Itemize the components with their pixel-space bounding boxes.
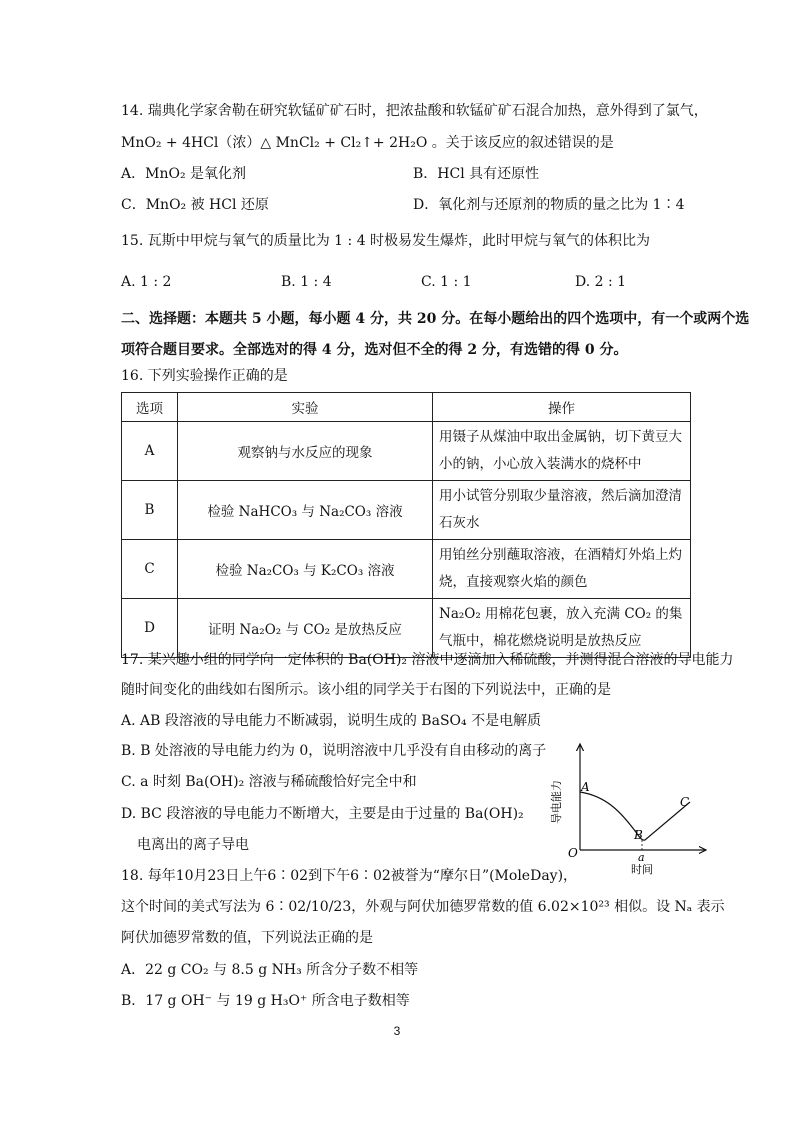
q18-stem-line3: 阿伏加德罗常数的值，下列说法正确的是 — [121, 930, 373, 946]
q18-option-b: B．17 g OH⁻ 与 19 g H₃O⁺ 所含电子数相等 — [121, 993, 410, 1009]
header-experiment: 实验 — [178, 393, 433, 422]
row-experiment: 观察钠与水反应的现象 — [178, 422, 433, 481]
row-operation: 用镊子从煤油中取出金属钠，切下黄豆大小的钠，小心放入装满水的烧杯中 — [433, 422, 691, 481]
page-number: 3 — [393, 1024, 401, 1038]
q16-table — [121, 392, 691, 658]
row-option: D — [122, 599, 178, 658]
q18-stem-line1: 18. 每年10月23日上午6∶02到下午6∶02被誉为“摩尔日”(MoleDay)， — [121, 868, 578, 884]
q17-option-d-line2: 电离出的离子导电 — [137, 837, 249, 853]
table-row — [122, 599, 691, 658]
row-operation: 用铂丝分别蘸取溶液，在酒精灯外焰上灼烧，直接观察火焰的颜色 — [433, 540, 691, 599]
q15-option-b: B. 1 : 4 — [281, 274, 332, 290]
q15-option-c: C. 1 : 1 — [421, 274, 472, 290]
conductivity-graph — [550, 740, 710, 876]
q15-stem: 15. 瓦斯中甲烷与氧气的质量比为 1 : 4 时极易发生爆炸，此时甲烷与氧气的体积比为 — [121, 233, 651, 249]
row-experiment: 检验 Na₂CO₃ 与 K₂CO₃ 溶液 — [178, 540, 433, 599]
q18-stem-line2: 这个时间的美式写法为 6∶02/10/23，外观与阿伏加德罗常数的值 6.02×10²³ 相似。设 Nₐ 表示 — [121, 899, 725, 915]
q14-stem-line2: MnO₂ + 4HCl（浓）△ MnCl₂ + Cl₂↑+ 2H₂O 。关于该反应的叙述错误的是 — [121, 135, 614, 151]
point-c-label: C — [680, 795, 690, 809]
header-option: 选项 — [122, 393, 178, 422]
x-axis-label: 时间 — [631, 863, 653, 876]
q17-option-c: C. a 时刻 Ba(OH)₂ 溶液与稀硫酸恰好完全中和 — [121, 774, 417, 790]
row-operation: 用小试管分别取少量溶液，然后滴加澄清石灰水 — [433, 481, 691, 540]
header-operation: 操作 — [433, 393, 691, 422]
q14-option-a: A．MnO₂ 是氧化剂 — [121, 166, 247, 182]
row-option: B — [122, 481, 178, 540]
q17-stem-line2: 随时间变化的曲线如右图所示。该小组的同学关于右图的下列说法中，正确的是 — [121, 682, 611, 698]
q18-option-a: A．22 g CO₂ 与 8.5 g NH₃ 所含分子数不相等 — [121, 962, 419, 978]
table-row — [122, 422, 691, 481]
q17-option-b: B. B 处溶液的导电能力约为 0，说明溶液中几乎没有自由移动的离子 — [121, 743, 547, 759]
row-experiment: 检验 NaHCO₃ 与 Na₂CO₃ 溶液 — [178, 481, 433, 540]
q14-option-c: C．MnO₂ 被 HCl 还原 — [121, 197, 269, 213]
row-option: C — [122, 540, 178, 599]
section2-heading-line2: 项符合题目要求。全部选对的得 4 分，选对但不全的得 2 分，有选错的得 0 分。 — [121, 342, 628, 358]
y-axis-label: 导电能力 — [550, 780, 563, 824]
origin-label: O — [568, 846, 578, 860]
row-experiment: 证明 Na₂O₂ 与 CO₂ 是放热反应 — [178, 599, 433, 658]
q17-option-a: A. AB 段溶液的导电能力不断减弱，说明生成的 BaSO₄ 不是电解质 — [121, 713, 542, 729]
q14-option-d: D．氧化剂与还原剂的物质的量之比为 1∶4 — [413, 197, 685, 213]
q14-stem-line1: 14. 瑞典化学家舍勒在研究软锰矿矿石时，把浓盐酸和软锰矿矿石混合加热，意外得到了氯气， — [121, 103, 708, 119]
point-a-label: A — [581, 780, 590, 794]
point-b-label: B — [634, 828, 643, 842]
q17-option-d-line1: D. BC 段溶液的导电能力不断增大，主要是由于过量的 Ba(OH)₂ — [121, 806, 524, 822]
q15-option-a: A. 1 : 2 — [121, 274, 172, 290]
row-option: A — [122, 422, 178, 481]
q17-stem-line1: 17. 某兴趣小组的同学向一定体积的 Ba(OH)₂ 溶液中逐滴加入稀硫酸，并测得混合溶液的导电能力 — [121, 652, 734, 668]
row-operation: Na₂O₂ 用棉花包裹，放入充满 CO₂ 的集气瓶中，棉花燃烧说明是放热反应 — [433, 599, 691, 658]
section2-heading-line1: 二、选择题：本题共 5 小题，每小题 4 分，共 20 分。在每小题给出的四个选项中，有一个或两个选 — [121, 311, 750, 327]
table-row — [122, 540, 691, 599]
q15-option-d: D. 2 : 1 — [575, 274, 627, 290]
table-row — [122, 481, 691, 540]
q14-option-b: B．HCl 具有还原性 — [413, 166, 540, 182]
a-tick-label: a — [638, 851, 645, 864]
table-header-row — [122, 393, 691, 422]
q16-stem: 16. 下列实验操作正确的是 — [121, 368, 288, 384]
